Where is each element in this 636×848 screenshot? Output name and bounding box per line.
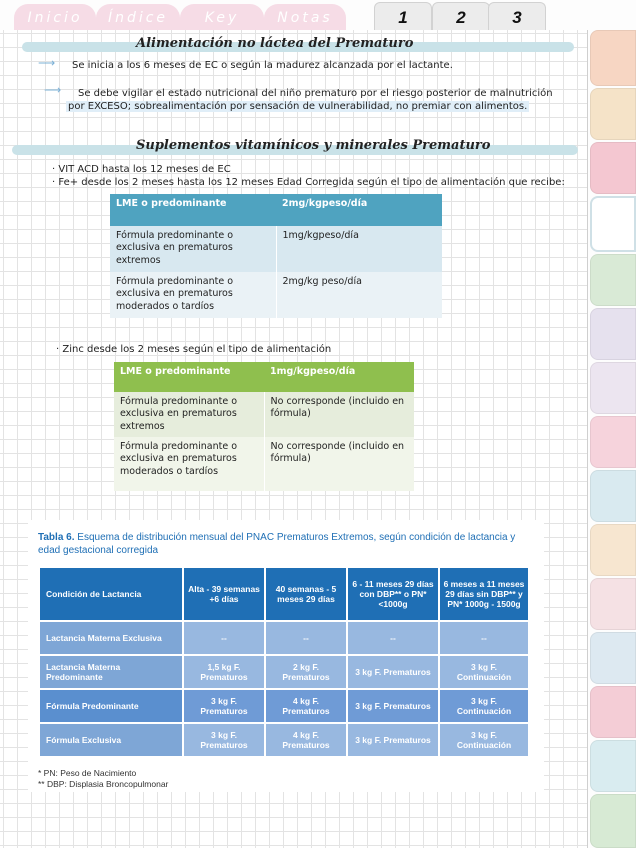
section-title-suplementos: Suplementos vitamínicos y minerales Prematuro (136, 138, 491, 153)
table-cell: -- (440, 622, 528, 654)
side-tab[interactable] (590, 88, 636, 140)
table-row (40, 690, 528, 722)
section-title-alimentacion: Alimentación no láctea del Prematuro (136, 36, 414, 51)
note-exceso-text: por EXCESO; sobrealimentación por sensación de vulnerabilidad, no premiar con alimentos. (68, 101, 528, 112)
pnac-table (38, 566, 530, 758)
side-tab[interactable] (590, 470, 636, 522)
side-tab[interactable] (590, 578, 636, 630)
side-tab[interactable] (590, 30, 636, 86)
table-cell: Fórmula predominante o exclusiva en prematuros extremos (110, 226, 276, 272)
table-cell: 2 kg F. Prematuros (266, 656, 346, 688)
side-tab[interactable] (590, 416, 636, 468)
side-tab[interactable] (590, 632, 636, 684)
table-row (40, 622, 528, 654)
footnote-pn: * PN: Peso de Nacimiento (38, 768, 137, 778)
table-cell: 1,5 kg F. Prematuros (184, 656, 264, 688)
table-cell: 2mg/kg peso/día (282, 276, 362, 287)
note-fe: · Fe+ desde los 2 meses hasta los 12 meses Edad Corregida según el tipo de alimentación que recibe: (52, 177, 565, 188)
side-tab[interactable] (590, 524, 636, 576)
iron-table (110, 194, 442, 318)
table-header-cell: 6 - 11 meses 29 días con DBP** o PN* <1000g (348, 568, 438, 620)
arrow-icon: ⟶ (38, 56, 56, 70)
side-tab[interactable] (590, 686, 636, 738)
tab-indice[interactable]: Índice (96, 4, 180, 32)
table-cell: 1mg/kgpeso/día (282, 230, 359, 241)
figure-title: Esquema de distribución mensual del PNAC Prematuros Extremos, según condición de lactancia y edad gestacional corregida (38, 532, 516, 556)
table-header-cell: LME o predominante (116, 198, 227, 209)
table-cell: -- (266, 622, 346, 654)
table-header-row (40, 568, 528, 620)
table-row-label: Fórmula Predominante (40, 690, 182, 722)
page-tab-2[interactable]: 2 (432, 2, 490, 32)
table-header-cell: Alta - 39 semanas +6 días (184, 568, 264, 620)
note-zinc: · Zinc desde los 2 meses según el tipo de alimentación (56, 344, 332, 355)
table-cell: 3 kg F. Prematuros (184, 724, 264, 756)
page-tab-1[interactable]: 1 (374, 2, 432, 32)
note-inicio: Se inicia a los 6 meses de EC o según la madurez alcanzada por el lactante. (72, 60, 453, 71)
table-header-row (114, 362, 414, 392)
table-cell: 3 kg F. Prematuros (348, 656, 438, 688)
table-header-cell: 2mg/kgpeso/día (282, 198, 368, 209)
note-exceso (66, 101, 529, 112)
arrow-icon: ⟶ (44, 83, 62, 97)
table-cell: -- (348, 622, 438, 654)
table-cell: No corresponde (incluido en fórmula) (270, 441, 405, 465)
pnac-figure (28, 520, 544, 792)
table-header-cell: 1mg/kgpeso/día (270, 366, 356, 377)
table-row (40, 656, 528, 688)
table-cell: 3 kg F. Continuación (440, 690, 528, 722)
table-header-cell: 6 meses a 11 meses 29 días sin DBP** y PN* 1000g - 1500g (440, 568, 528, 620)
table-header-cell: 40 semanas - 5 meses 29 días (266, 568, 346, 620)
table-header-cell: LME o predominante (120, 366, 231, 377)
table-row (110, 272, 442, 318)
table-cell: 3 kg F. Continuación (440, 656, 528, 688)
tab-notas[interactable]: Notas (264, 4, 346, 32)
side-tab-active[interactable] (590, 196, 636, 252)
figure-label: Tabla 6. (38, 532, 75, 543)
page-tab-3[interactable]: 3 (488, 2, 546, 32)
table-cell: 4 kg F. Prematuros (266, 690, 346, 722)
table-cell: No corresponde (incluido en fórmula) (270, 396, 405, 420)
side-tab[interactable] (590, 362, 636, 414)
side-tab[interactable] (590, 740, 636, 792)
table-row (110, 226, 442, 272)
zinc-table (114, 362, 414, 491)
side-tab[interactable] (590, 254, 636, 306)
note-vigilar: Se debe vigilar el estado nutricional del niño prematuro por el riesgo posterior de malnutrición (78, 88, 553, 99)
figure-caption (38, 532, 518, 557)
side-tab[interactable] (590, 794, 636, 848)
table-cell: 3 kg F. Prematuros (348, 690, 438, 722)
tab-inicio[interactable]: Inicio (14, 4, 96, 32)
table-cell: -- (184, 622, 264, 654)
side-tab[interactable] (590, 142, 636, 194)
table-cell: 3 kg F. Continuación (440, 724, 528, 756)
table-row-label: Lactancia Materna Predominante (40, 656, 182, 688)
table-row-label: Fórmula Exclusiva (40, 724, 182, 756)
table-row (40, 724, 528, 756)
footnote-dbp: ** DBP: Displasia Broncopulmonar (38, 779, 169, 789)
table-cell: 4 kg F. Prematuros (266, 724, 346, 756)
table-cell: Fórmula predominante o exclusiva en prematuros moderados o tardíos (110, 272, 276, 318)
table-cell: Fórmula predominante o exclusiva en prematuros moderados o tardíos (114, 437, 264, 491)
table-cell: Fórmula predominante o exclusiva en prematuros extremos (114, 392, 264, 437)
table-row-label: Lactancia Materna Exclusiva (40, 622, 182, 654)
tab-key[interactable]: Key (180, 4, 264, 32)
table-header-row (110, 194, 442, 226)
table-header-cell: Condición de Lactancia (40, 568, 182, 620)
table-cell: 3 kg F. Prematuros (184, 690, 264, 722)
top-tab-bar (0, 0, 636, 30)
table-cell: 3 kg F. Prematuros (348, 724, 438, 756)
table-row (114, 437, 414, 491)
note-vit: · VIT ACD hasta los 12 meses de EC (52, 164, 231, 175)
table-row (114, 392, 414, 437)
side-tab[interactable] (590, 308, 636, 360)
